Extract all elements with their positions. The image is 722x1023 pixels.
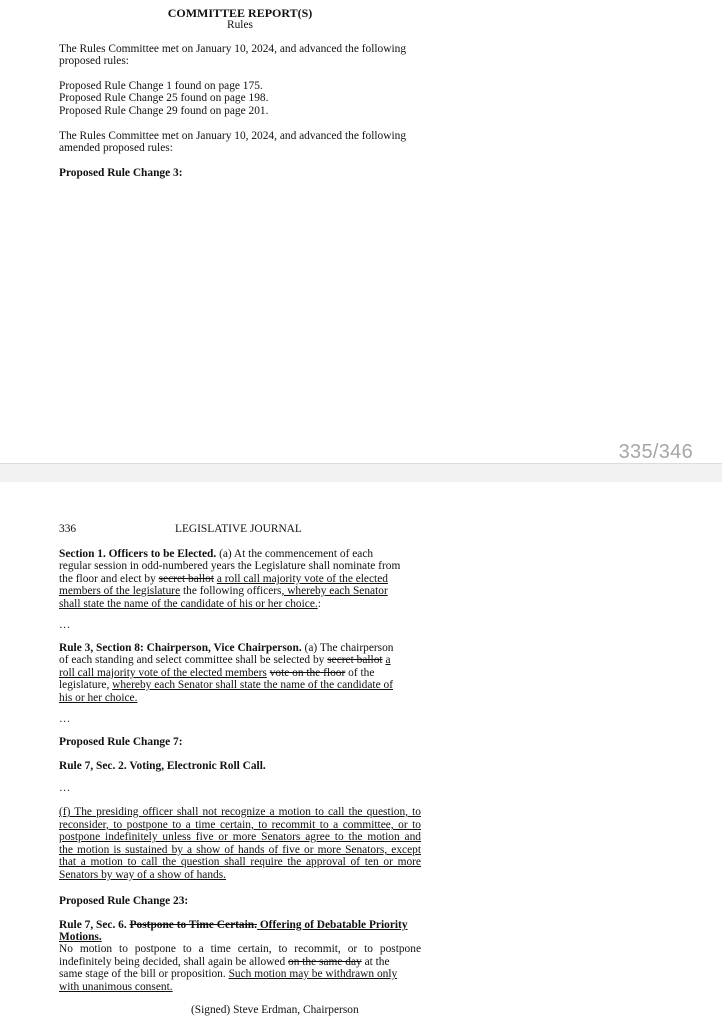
text-run: of each standing and select committee shall be selected by: [59, 654, 328, 666]
inserted-text: , whereby each Senator: [281, 585, 388, 597]
rule-3-line: [59, 692, 137, 705]
text-run: at the: [361, 956, 390, 968]
section-1-line: [59, 548, 373, 561]
inserted-text: whereby each Senator shall state the name of the candidate of: [112, 679, 393, 691]
stricken-text: Postpone to Time Certain.: [129, 919, 257, 931]
section-heading: Section 1. Officers to be Elected.: [59, 548, 217, 560]
inserted-text: Such motion may be withdrawn only: [228, 968, 398, 980]
inserted-paragraph-line: [59, 831, 421, 844]
section-1-line: [59, 573, 388, 586]
text-run: the following officers: [180, 585, 282, 597]
rule-3-line: [59, 679, 393, 692]
text-run: the floor and elect by: [59, 573, 159, 585]
text-run: of the: [345, 667, 375, 679]
text-run: :: [317, 598, 321, 610]
paragraph-line: The Rules Committee met on January 10, 2024, and advanced the following: [59, 43, 407, 55]
paragraph-line: The Rules Committee met on January 10, 2024, and advanced the following: [59, 130, 407, 142]
rule-3-line: [59, 667, 374, 680]
inserted-text: members of the legislature: [59, 585, 181, 597]
inserted-text: Senators by way of a show of hands.: [59, 869, 227, 881]
inserted-text: that a motion to call the question shall require the approval of ten or more: [59, 856, 421, 868]
inserted-paragraph-line: [59, 806, 421, 819]
inserted-text: shall state the name of the candidate of his or her choice.: [59, 598, 318, 610]
text-run: (a) At the commencement of each: [216, 548, 374, 560]
page-separator: [0, 463, 722, 483]
motion-line: [59, 981, 173, 994]
rule-heading: Rule 7, Sec. 2. Voting, Electronic Roll Call.: [59, 760, 266, 772]
inserted-paragraph-line: [59, 856, 421, 869]
text-run: legislature,: [59, 679, 113, 691]
paragraph-line: proposed rules:: [59, 55, 129, 67]
rule-heading: Rule 3, Section 8: Chairperson, Vice Chairperson.: [59, 642, 302, 654]
rule-heading: [59, 919, 408, 932]
inserted-text: the motion is sustained by a show of hands of five or more Senators, except: [59, 844, 421, 856]
inserted-text: a: [385, 654, 391, 666]
inserted-paragraph-line: [59, 819, 421, 832]
stricken-text: secret ballot: [327, 654, 383, 666]
text-run: same stage of the bill or proposition.: [59, 968, 229, 980]
rule-heading: [59, 931, 102, 944]
ellipsis: …: [59, 782, 71, 794]
proposed-rule-change-heading: Proposed Rule Change 3:: [59, 167, 183, 179]
inserted-text: his or her choice.: [59, 692, 138, 704]
section-1-line: [59, 585, 388, 598]
inserted-text: Motions.: [59, 931, 102, 943]
text-run: indefinitely being decided, shall again be allowed: [59, 956, 289, 968]
inserted-text: with unanimous consent.: [59, 981, 173, 993]
inserted-text: (f) The presiding officer shall not recognize a motion to call the question, to: [59, 806, 421, 818]
motion-line: [59, 968, 397, 981]
proposed-rule-change-heading: Proposed Rule Change 23:: [59, 895, 189, 907]
text-run: (a) The chairperson: [301, 642, 394, 654]
rule-list-item: Proposed Rule Change 29 found on page 201.: [59, 105, 269, 117]
stricken-text: on the same day: [288, 956, 362, 968]
text-run: Rule 7, Sec. 6.: [59, 919, 130, 931]
inserted-paragraph-line: [59, 844, 421, 857]
page-indicator: 335/346: [618, 441, 693, 463]
inserted-text: a roll call majority vote of the elected: [216, 573, 388, 585]
section-1-line: [59, 598, 321, 611]
rule-3-line: [59, 642, 394, 655]
ellipsis: …: [59, 619, 71, 631]
rule-list-item: Proposed Rule Change 1 found on page 175.: [59, 80, 263, 92]
motion-line: No motion to postpone to a time certain, to recommit, or to postpone: [59, 943, 421, 955]
inserted-text: roll call majority vote of the elected members: [59, 667, 267, 679]
committee-report-title: COMMITTEE REPORT(S): [167, 6, 313, 20]
signature-line: (Signed) Steve Erdman, Chairperson: [191, 1004, 359, 1016]
document-page-336: [0, 482, 722, 1023]
paragraph-line: amended proposed rules:: [59, 142, 173, 154]
inserted-text: reconsider, to postpone to a time certain, to recommit to a committee, or to: [59, 819, 421, 831]
stricken-text: vote on the floor: [269, 667, 346, 679]
rule-3-line: [59, 654, 391, 667]
inserted-paragraph-line: [59, 869, 226, 882]
page-number: 336: [59, 523, 77, 535]
section-1-line: regular session in odd-numbered years the Legislature shall nominate from: [59, 560, 401, 572]
proposed-rule-change-heading: Proposed Rule Change 7:: [59, 736, 183, 748]
committee-report-subtitle: Rules: [227, 19, 253, 31]
ellipsis: …: [59, 713, 71, 725]
motion-line: [59, 956, 390, 969]
rule-list-item: Proposed Rule Change 25 found on page 198.: [59, 92, 269, 104]
running-head: LEGISLATIVE JOURNAL: [175, 523, 302, 535]
stricken-text: secret ballot: [158, 573, 214, 585]
document-page-335: [0, 0, 722, 463]
inserted-text: postpone indefinitely unless five or more Senators agree to the motion and: [59, 831, 421, 843]
inserted-text: Offering of Debatable Priority: [256, 919, 408, 931]
